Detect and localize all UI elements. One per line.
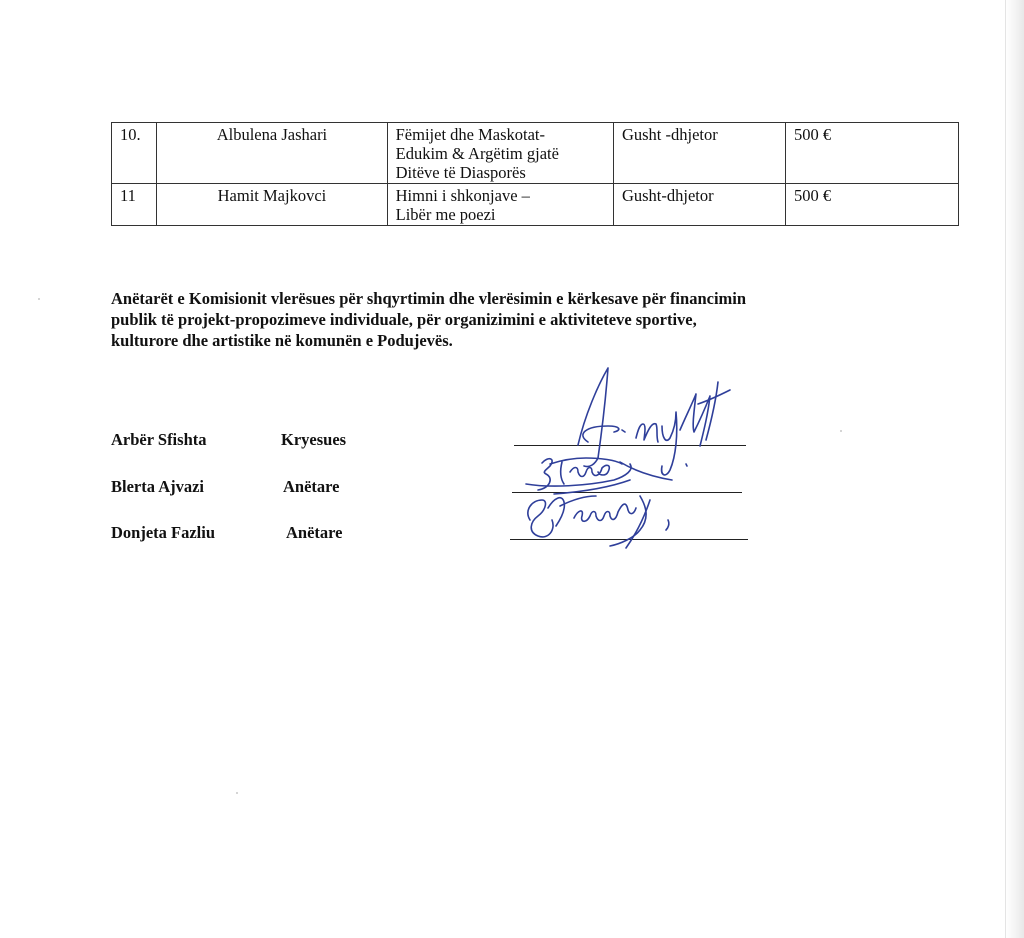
row-number: 10. <box>112 123 157 184</box>
scan-speck <box>38 298 40 300</box>
grants-table <box>111 122 959 226</box>
project-title-line: Ditëve të Diasporës <box>395 163 526 182</box>
applicant-name: Hamit Majkovci <box>157 184 387 226</box>
member-name: Donjeta Fazliu <box>111 523 216 542</box>
project-title-line: Libër me poezi <box>395 205 496 224</box>
table-row <box>112 184 959 226</box>
commission-statement-line: Anëtarët e Komisionit vlerësues për shqyrtimin dhe vlerësimin e kërkesave për financimin <box>111 289 747 308</box>
row-number: 11 <box>112 184 157 226</box>
commission-statement <box>111 288 911 351</box>
project-title <box>387 123 613 184</box>
table-row <box>112 123 959 184</box>
project-title-line: Fëmijet dhe Maskotat- <box>395 125 546 144</box>
handwritten-signatures <box>490 360 790 560</box>
member-role: Anëtare <box>286 523 343 542</box>
commission-statement-line: publik të projekt-propozimeve individuale, për organizimini e aktiviteteve sportive, <box>111 310 697 329</box>
signature-member <box>528 496 669 548</box>
scan-speck <box>236 792 238 794</box>
grant-amount: 500 € <box>785 184 958 226</box>
grant-amount: 500 € <box>785 123 958 184</box>
project-title-line: Edukim & Argëtim gjatë <box>395 144 559 163</box>
member-name: Blerta Ajvazi <box>111 477 205 496</box>
member-name: Arbër Sfishta <box>111 430 207 449</box>
commission-statement-line: kulturore dhe artistike në komunën e Podujevës. <box>111 331 453 350</box>
applicant-name: Albulena Jashari <box>157 123 387 184</box>
project-title-line: Himni i shkonjave – <box>395 186 530 205</box>
scan-speck <box>840 430 842 432</box>
page-edge-shadow <box>1005 0 1024 938</box>
project-period: Gusht-dhjetor <box>613 184 785 226</box>
signature-member <box>526 458 687 494</box>
member-role: Kryesues <box>281 430 347 449</box>
member-role: Anëtare <box>283 477 340 496</box>
project-title <box>387 184 613 226</box>
project-period: Gusht -dhjetor <box>613 123 785 184</box>
